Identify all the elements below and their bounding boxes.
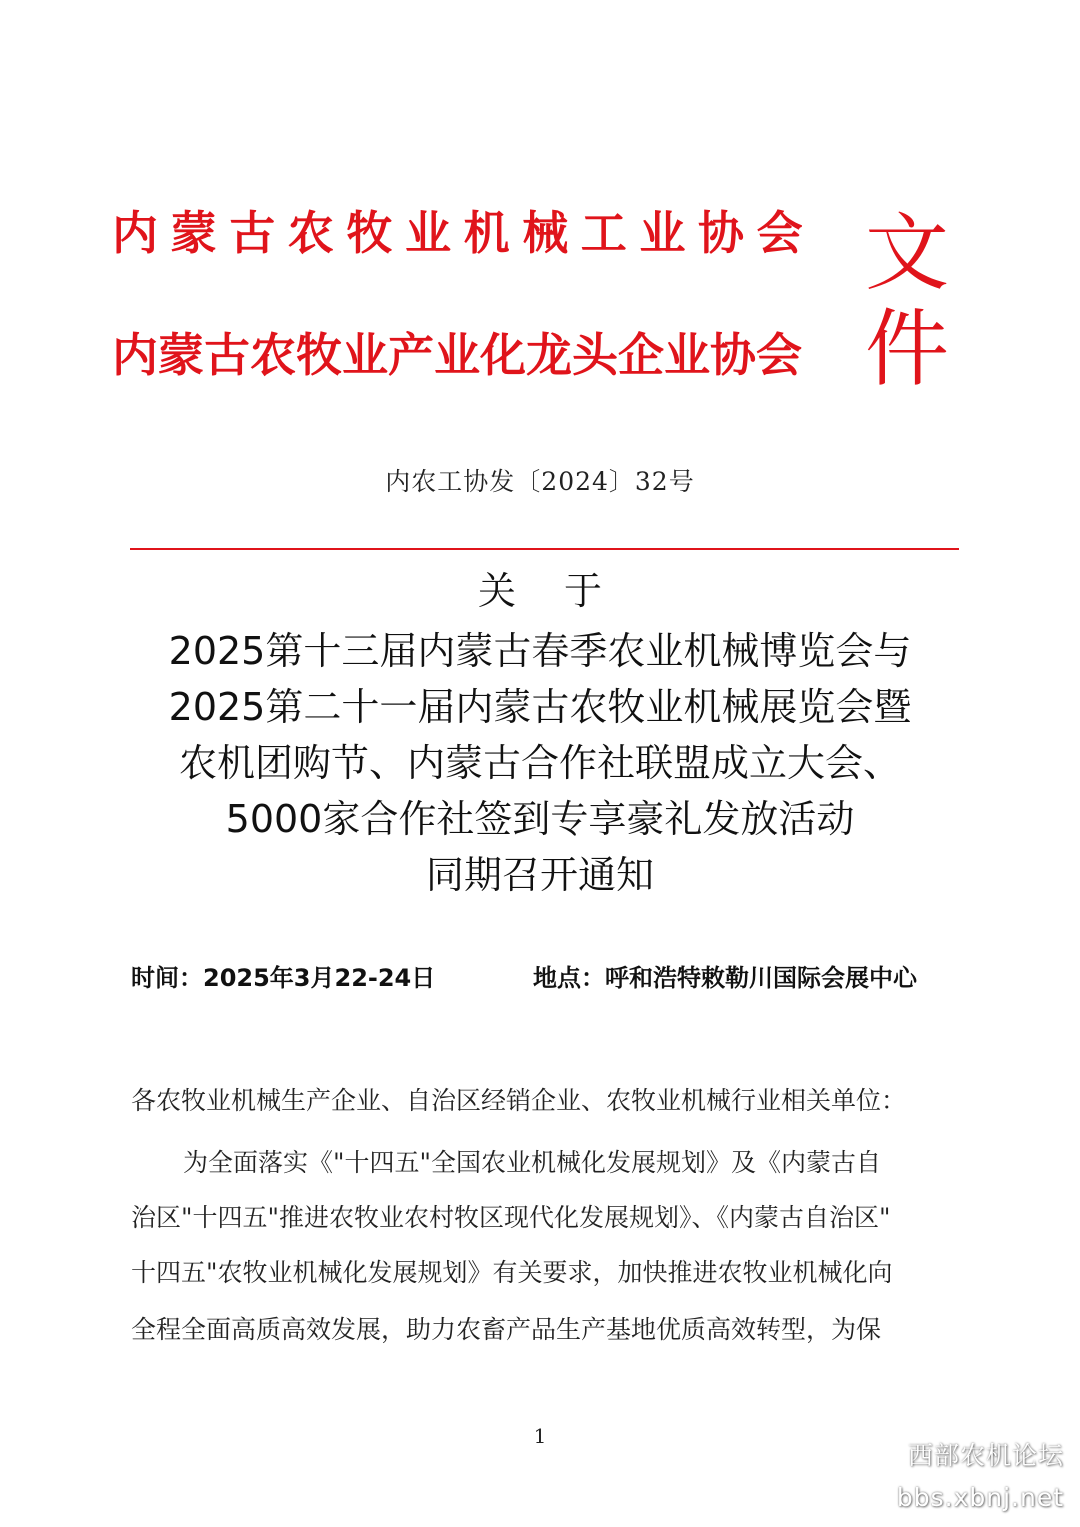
body-line-2: 治区"十四五"推进农牧业农村牧区现代化发展规划》、《内蒙古自治区" xyxy=(131,1203,891,1232)
title-line-4: 农机团购节、内蒙古合作社联盟成立大会、 xyxy=(178,741,901,785)
title-line-3: 2025第二十一届内蒙古农牧业机械展览会暨 xyxy=(168,685,912,729)
page-number: 1 xyxy=(533,1424,547,1448)
title-line-5: 5000家合作社签到专享豪礼发放活动 xyxy=(225,797,855,841)
document-number: 内农工协发〔2024〕32号 xyxy=(385,467,695,496)
title-line-6: 同期召开通知 xyxy=(425,853,654,897)
addressee: 各农牧业机械生产企业、自治区经销企业、农牧业机械行业相关单位： xyxy=(131,1086,907,1115)
watermark-site-name: 西部农机论坛 xyxy=(907,1441,1064,1470)
red-divider xyxy=(130,548,959,550)
document-label-char-1: 文 xyxy=(864,204,949,302)
document-label-char-2: 件 xyxy=(864,300,949,398)
event-place: 地点：呼和浩特敕勒川国际会展中心 xyxy=(533,964,917,992)
document-label xyxy=(862,205,952,397)
issuing-org-2: 内蒙古农牧业产业化龙头企业协会 xyxy=(112,328,802,382)
body-line-3: 十四五"农牧业机械化发展规划》有关要求，加快推进农牧业机械化向 xyxy=(131,1258,893,1287)
issuing-org-1: 内蒙古农牧业机械工业协会 xyxy=(112,206,816,260)
body-line-1: 为全面落实《"十四五"全国农业机械化发展规划》及《内蒙古自 xyxy=(183,1148,882,1177)
watermark-site-url: bbs.xbnj.net xyxy=(896,1483,1064,1512)
title-line-1: 关于 xyxy=(477,569,650,613)
body-line-4: 全程全面高质高效发展，助力农畜产品生产基地优质高效转型，为保 xyxy=(131,1315,882,1344)
title-line-2: 2025第十三届内蒙古春季农业机械博览会与 xyxy=(168,629,912,673)
event-time: 时间：2025年3月22-24日 xyxy=(131,964,436,992)
